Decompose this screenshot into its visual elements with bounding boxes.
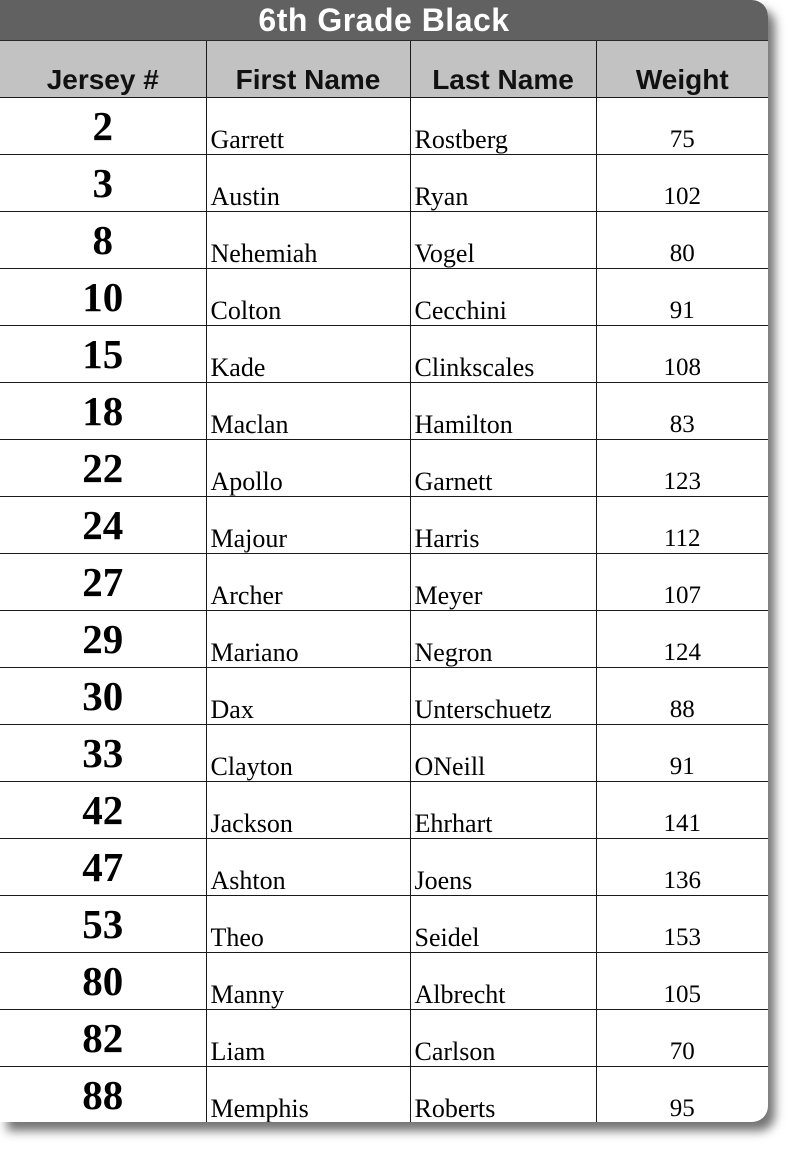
table-row: [0, 724, 768, 781]
table-row: [0, 895, 768, 952]
first-name-cell: Jackson: [206, 781, 410, 838]
weight-cell: 112: [596, 496, 768, 553]
jersey-number-cell: 3: [0, 154, 206, 211]
table-row: [0, 154, 768, 211]
last-name-cell: Clinkscales: [410, 325, 596, 382]
jersey-number-cell: 8: [0, 211, 206, 268]
last-name-cell: Vogel: [410, 211, 596, 268]
last-name-cell: Harris: [410, 496, 596, 553]
roster-title: 6th Grade Black: [258, 2, 510, 38]
weight-cell: 105: [596, 952, 768, 1009]
table-row: [0, 610, 768, 667]
weight-cell: 75: [596, 97, 768, 154]
first-name-cell: Ashton: [206, 838, 410, 895]
table-row: [0, 553, 768, 610]
table-row: [0, 952, 768, 1009]
weight-cell: 124: [596, 610, 768, 667]
last-name-cell: ONeill: [410, 724, 596, 781]
last-name-cell: Negron: [410, 610, 596, 667]
first-name-cell: Liam: [206, 1009, 410, 1066]
table-row: [0, 439, 768, 496]
last-name-cell: Garnett: [410, 439, 596, 496]
weight-cell: 107: [596, 553, 768, 610]
jersey-number-cell: 18: [0, 382, 206, 439]
table-header: [0, 41, 768, 97]
header-jersey: Jersey #: [0, 41, 206, 97]
weight-cell: 136: [596, 838, 768, 895]
weight-cell: 91: [596, 724, 768, 781]
table-row: [0, 97, 768, 154]
table-row: [0, 211, 768, 268]
first-name-cell: Dax: [206, 667, 410, 724]
table-row: [0, 781, 768, 838]
weight-cell: 70: [596, 1009, 768, 1066]
jersey-number-cell: 88: [82, 1071, 124, 1118]
last-name-cell: Albrecht: [410, 952, 596, 1009]
first-name-cell: Manny: [206, 952, 410, 1009]
first-name-cell: Theo: [206, 895, 410, 952]
first-name-cell: Nehemiah: [206, 211, 410, 268]
header-weight: Weight: [596, 41, 768, 97]
last-name-cell: Joens: [410, 838, 596, 895]
jersey-number-cell: 27: [0, 553, 206, 610]
jersey-number-cell: 22: [0, 439, 206, 496]
header-row: [0, 41, 768, 97]
jersey-number-cell: 29: [0, 610, 206, 667]
last-name-cell: Roberts: [410, 1066, 596, 1122]
last-name-cell: Unterschuetz: [410, 667, 596, 724]
weight-cell: 141: [596, 781, 768, 838]
last-name-cell: Meyer: [410, 553, 596, 610]
weight-cell: 91: [596, 268, 768, 325]
weight-cell: 83: [596, 382, 768, 439]
weight-cell: 80: [596, 211, 768, 268]
jersey-number-cell: 15: [0, 325, 206, 382]
table-row: [0, 268, 768, 325]
table-row: [0, 667, 768, 724]
jersey-number-cell: 33: [0, 724, 206, 781]
first-name-cell: Mariano: [206, 610, 410, 667]
jersey-number-cell: 80: [0, 952, 206, 1009]
jersey-number-cell: 10: [0, 268, 206, 325]
weight-cell: 108: [596, 325, 768, 382]
roster-table: [0, 41, 768, 1122]
first-name-cell: Colton: [206, 268, 410, 325]
jersey-number-cell: 2: [0, 97, 206, 154]
table-row: [0, 325, 768, 382]
table-row: [0, 1066, 768, 1122]
weight-cell: 102: [596, 154, 768, 211]
table-row: [0, 1009, 768, 1066]
first-name-cell: Archer: [206, 553, 410, 610]
first-name-cell: Majour: [206, 496, 410, 553]
first-name-cell: Maclan: [206, 382, 410, 439]
table-row: [0, 496, 768, 553]
first-name-cell: Austin: [206, 154, 410, 211]
jersey-number-cell: 42: [0, 781, 206, 838]
header-first-name: First Name: [206, 41, 410, 97]
last-name-cell: Carlson: [410, 1009, 596, 1066]
weight-cell: 88: [596, 667, 768, 724]
header-last-name: Last Name: [410, 41, 596, 97]
first-name-cell: Clayton: [206, 724, 410, 781]
jersey-number-cell: 24: [0, 496, 206, 553]
last-name-cell: Seidel: [410, 895, 596, 952]
table-body: [0, 97, 768, 1122]
last-name-cell: Ehrhart: [410, 781, 596, 838]
last-name-cell: Rostberg: [410, 97, 596, 154]
first-name-cell: Apollo: [206, 439, 410, 496]
first-name-cell: Memphis: [206, 1066, 410, 1122]
jersey-number-cell: 53: [0, 895, 206, 952]
jersey-number-cell: 47: [0, 838, 206, 895]
weight-cell: 123: [596, 439, 768, 496]
title-bar: [0, 0, 768, 41]
first-name-cell: Kade: [206, 325, 410, 382]
table-row: [0, 382, 768, 439]
jersey-number-cell: 30: [0, 667, 206, 724]
table-row: [0, 838, 768, 895]
last-name-cell: Hamilton: [410, 382, 596, 439]
weight-cell: 95: [596, 1066, 768, 1122]
last-name-cell: Ryan: [410, 154, 596, 211]
first-name-cell: Garrett: [206, 97, 410, 154]
jersey-number-cell: 82: [0, 1009, 206, 1066]
weight-cell: 153: [596, 895, 768, 952]
last-name-cell: Cecchini: [410, 268, 596, 325]
